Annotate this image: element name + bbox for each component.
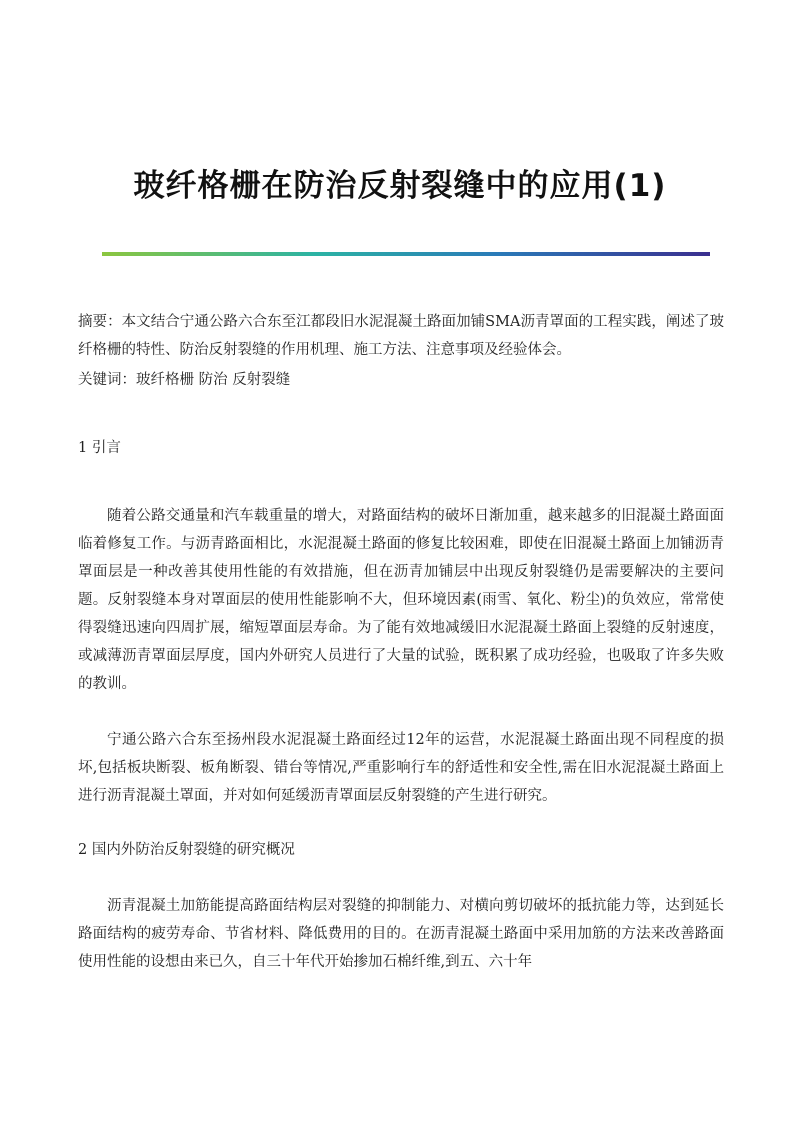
abstract-text: 本文结合宁通公路六合东至江都段旧水泥混凝土路面加铺SMA沥青罩面的工程实践，阐述了玻纤格栅的特性、防治反射裂缝的作用机理、施工方法、注意事项及经验体会。 <box>78 314 724 358</box>
keywords-text: 玻纤格栅 防治 反射裂缝 <box>136 372 291 388</box>
section-heading-2: 2 国内外防治反射裂缝的研究概况 <box>78 842 295 858</box>
title-gradient-rule <box>102 252 710 256</box>
keywords-label: 关键词： <box>78 372 136 388</box>
section-2-paragraph-1: 沥青混凝土加筋能提高路面结构层对裂缝的抑制能力、对横向剪切破坏的抵抗能力等，达到延长路面结构的疲劳寿命、节省材料、降低费用的目的。在沥青混凝土路面中采用加筋的方法来改善路面使用性能的设想由来已久，自三十年代开始掺加石棉纤维,到五、六十年 <box>78 898 724 970</box>
document-title: 玻纤格栅在防治反射裂缝中的应用(1) <box>133 168 667 204</box>
section-heading-1: 1 引言 <box>78 440 121 456</box>
section-1-paragraph-1: 随着公路交通量和汽车载重量的增大，对路面结构的破坏日渐加重，越来越多的旧混凝土路面面临着修复工作。与沥青路面相比，水泥混凝土路面的修复比较困难，即使在旧混凝土路面上加铺沥青罩面层是一种改善其使用性能的有效措施，但在沥青加铺层中出现反射裂缝仍是需要解决的主要问题。反射裂缝本身对罩面层的使用性能影响不大，但环境因素(雨雪、氧化、粉尘)的负效应，常常使得裂缝迅速向四周扩展，缩短罩面层寿命。为了能有效地减缓旧水泥混凝土路面上裂缝的反射速度，或减薄沥青罩面层厚度，国内外研究人员进行了大量的试验，既积累了成功经验，也吸取了许多失败的教训。 <box>78 508 724 692</box>
abstract-label: 摘要： <box>78 314 122 330</box>
document-body <box>78 308 724 976</box>
section-1-paragraph-2: 宁通公路六合东至扬州段水泥混凝土路面经过12年的运营，水泥混凝土路面出现不同程度的损坏,包括板块断裂、板角断裂、错台等情况,严重影响行车的舒适性和安全性,需在旧水泥混凝土路面上进行沥青混凝土罩面，并对如何延缓沥青罩面层反射裂缝的产生进行研究。 <box>78 732 724 804</box>
abstract <box>78 308 724 364</box>
keywords <box>78 366 724 394</box>
